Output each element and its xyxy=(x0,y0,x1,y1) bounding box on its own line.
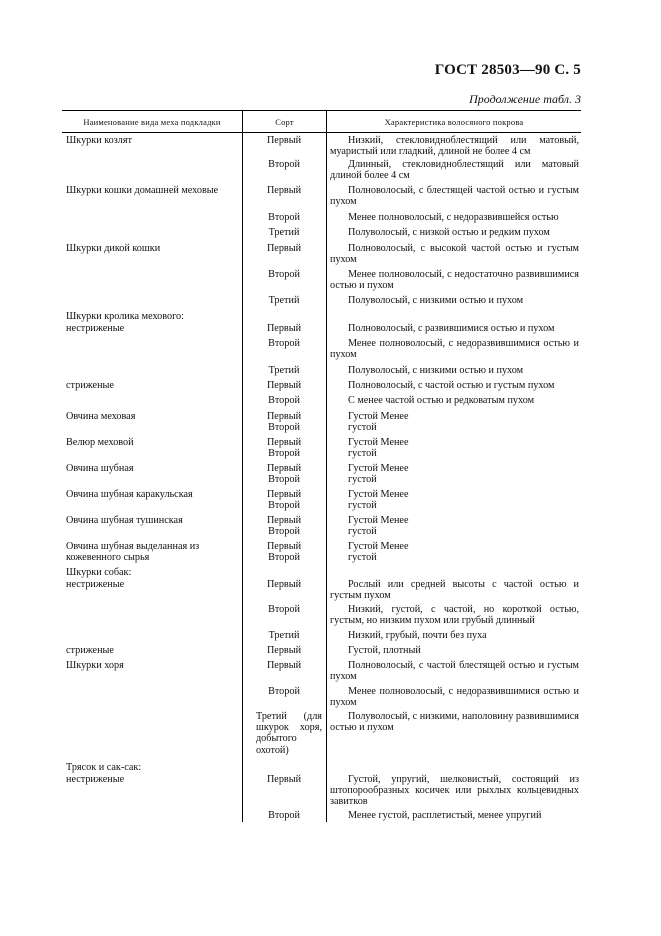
cell-fur-name xyxy=(62,227,242,241)
table-row xyxy=(62,241,581,267)
cell-grade: Первый Второй xyxy=(266,411,302,434)
cell-grade: Второй xyxy=(268,810,300,821)
table-row xyxy=(62,379,581,394)
cell-grade: Первый Второй xyxy=(266,515,302,538)
cell-grade: Третий (для шкурок хоря, добытого охотой) xyxy=(256,711,322,756)
cell-fur-name: нестриженые xyxy=(66,323,125,334)
cell-description: Полноволосый, с частой остью и густым пухом xyxy=(348,380,555,391)
cell-description xyxy=(326,567,581,578)
table-row xyxy=(62,760,581,772)
table-row xyxy=(62,644,581,659)
cell-description: Полноволосый, с развившимися остью и пухом xyxy=(348,323,555,334)
cell-grade: Второй xyxy=(268,159,300,170)
table-row xyxy=(62,540,581,566)
cell-description: Полноволосый, с блестящей частой остью и густым пухом xyxy=(330,185,579,208)
cell-grade: Третий xyxy=(268,365,300,376)
cell-grade xyxy=(242,311,326,322)
table-row xyxy=(62,157,581,183)
cell-fur-name: Трясок и сак-сак: xyxy=(66,762,142,773)
cell-description: Менее полноволосый, с недостаточно развившимися остью и пухом xyxy=(330,269,579,292)
cell-description: С менее частой остью и редковатым пухом xyxy=(348,395,535,406)
cell-fur-name: нестриженые xyxy=(66,579,125,590)
table-row xyxy=(62,602,581,628)
cell-description: Низкий, стекловидноблестящий или матовый, муаристый или гладкий, длиной не более 4 см xyxy=(330,135,579,158)
cell-description: Густой, плотный xyxy=(348,645,421,656)
cell-description: Менее густой, расплетистый, менее упругий xyxy=(348,810,542,821)
cell-fur-name xyxy=(62,686,242,710)
table-body xyxy=(62,133,581,822)
page-header: ГОСТ 28503—90 С. 5 xyxy=(434,62,581,78)
cell-grade: Третий xyxy=(268,630,300,641)
cell-description: Густой Менее густой xyxy=(348,489,409,512)
cell-fur-name: Шкурки кошки домашней меховые xyxy=(66,185,219,196)
cell-fur-name: Овчина шубная тушинская xyxy=(66,515,183,526)
table-row xyxy=(62,578,581,602)
cell-description: Менее полноволосый, с недоразвившимися остью и пухом xyxy=(330,338,579,361)
table-row xyxy=(62,514,581,540)
table-row xyxy=(62,363,581,379)
cell-grade: Третий xyxy=(268,295,300,306)
cell-grade: Третий xyxy=(268,227,300,238)
table-row xyxy=(62,267,581,293)
cell-grade: Первый Второй xyxy=(266,541,302,564)
cell-grade: Первый xyxy=(266,774,302,785)
cell-description xyxy=(326,762,581,773)
table-row xyxy=(62,659,581,684)
fur-table xyxy=(62,110,581,822)
table-row xyxy=(62,710,581,760)
table-row xyxy=(62,410,581,436)
table-row xyxy=(62,628,581,644)
cell-description: Полноволосый, с высокой частой остью и густым пухом xyxy=(330,243,579,266)
cell-fur-name: Шкурки хоря xyxy=(66,660,124,671)
table-row xyxy=(62,462,581,488)
cell-description: Густой, упругий, шелковистый, состоящий из штопорообразных косичек или рыхлых кольцевидных завитков xyxy=(330,774,579,808)
cell-fur-name xyxy=(62,810,242,822)
table-row xyxy=(62,183,581,210)
cell-grade: Первый xyxy=(266,243,302,254)
cell-fur-name: Шкурки собак: xyxy=(66,567,132,578)
cell-fur-name: стриженые xyxy=(66,645,114,656)
cell-fur-name: Овчина меховая xyxy=(66,411,136,422)
cell-fur-name: Велюр меховой xyxy=(66,437,134,448)
cell-grade: Первый xyxy=(266,579,302,590)
column-header-grade: Сорт xyxy=(242,111,326,132)
cell-description: Густой Менее густой xyxy=(348,463,409,486)
cell-grade: Второй xyxy=(268,604,300,615)
cell-fur-name xyxy=(62,212,242,225)
cell-fur-name: Овчина шубная каракульская xyxy=(66,489,193,500)
table-row xyxy=(62,394,581,410)
cell-description: Густой Менее густой xyxy=(348,437,409,460)
table-row xyxy=(62,210,581,225)
cell-description: Полуволосый, с низкими, наполовину развившимися остью и пухом xyxy=(330,711,579,734)
cell-fur-name xyxy=(62,159,242,183)
table-row xyxy=(62,225,581,241)
cell-grade: Второй xyxy=(268,686,300,697)
cell-grade: Второй xyxy=(268,212,300,223)
table-row xyxy=(62,684,581,710)
cell-grade: Первый Второй xyxy=(266,437,302,460)
column-header-description: Характеристика волосяного покрова xyxy=(326,111,581,132)
table-continuation-label: Продолжение табл. 3 xyxy=(469,92,581,106)
cell-fur-name xyxy=(62,338,242,363)
table-header xyxy=(62,110,581,133)
cell-fur-name: нестриженые xyxy=(66,774,125,785)
cell-fur-name xyxy=(62,630,242,644)
cell-description: Низкий, грубый, почти без пуха xyxy=(348,630,487,641)
cell-fur-name xyxy=(62,395,242,410)
cell-description: Полуволосый, с низкой остью и редким пухом xyxy=(348,227,550,238)
cell-description: Густой Менее густой xyxy=(348,411,409,434)
cell-fur-name xyxy=(62,604,242,628)
cell-grade: Второй xyxy=(268,395,300,406)
cell-description: Менее полноволосый, с недоразвившимися остью и пухом xyxy=(330,686,579,709)
cell-description: Густой Менее густой xyxy=(348,515,409,538)
cell-fur-name: Шкурки дикой кошки xyxy=(66,243,161,254)
cell-grade xyxy=(242,567,326,578)
cell-description: Полуволосый, с низкими остью и пухом xyxy=(348,295,524,306)
cell-grade: Первый Второй xyxy=(266,489,302,512)
cell-fur-name: Овчина шубная xyxy=(66,463,134,474)
table-row xyxy=(62,488,581,514)
table-row xyxy=(62,436,581,462)
cell-fur-name: стриженые xyxy=(66,380,114,391)
cell-description: Полноволосый, с частой блестящей остью и густым пухом xyxy=(330,660,579,683)
table-row xyxy=(62,566,581,578)
cell-description: Рослый или средней высоты с частой остью и густым пухом xyxy=(330,579,579,602)
cell-description: Полуволосый, с низкими остью и пухом xyxy=(348,365,524,376)
cell-grade: Первый xyxy=(266,380,302,391)
cell-grade: Первый xyxy=(266,135,302,146)
cell-description: Низкий, густой, с частой, но короткой остью, густым, но низким пухом или грубый длинный xyxy=(330,604,579,627)
cell-fur-name xyxy=(62,269,242,293)
cell-grade: Второй xyxy=(268,269,300,280)
cell-description: Густой Менее густой xyxy=(348,541,409,564)
cell-description: Менее полноволосый, с недоразвившейся остью xyxy=(348,212,559,223)
table-row xyxy=(62,772,581,809)
table-row xyxy=(62,133,581,157)
cell-grade: Второй xyxy=(268,338,300,349)
table-row xyxy=(62,809,581,822)
cell-fur-name xyxy=(62,295,242,310)
cell-fur-name: Шкурки кролика мехового: xyxy=(66,311,184,322)
table-row xyxy=(62,322,581,337)
column-header-name: Наименование вида меха подкладки xyxy=(83,117,221,127)
cell-grade: Первый Второй xyxy=(266,463,302,486)
cell-fur-name: Шкурки козлят xyxy=(66,135,132,146)
cell-fur-name xyxy=(62,365,242,379)
cell-grade: Первый xyxy=(266,185,302,196)
cell-description xyxy=(326,311,581,322)
cell-grade: Первый xyxy=(266,323,302,334)
cell-fur-name xyxy=(62,711,242,760)
cell-grade: Первый xyxy=(266,660,302,671)
cell-grade xyxy=(242,762,326,773)
cell-fur-name: Овчина шубная выделанная из кожевенного сырья xyxy=(66,541,200,564)
cell-description: Длинный, стекловидноблестящий или матовый длиной более 4 см xyxy=(330,159,579,182)
table-row xyxy=(62,293,581,310)
table-row xyxy=(62,337,581,363)
cell-grade: Первый xyxy=(266,645,302,656)
table-row xyxy=(62,310,581,322)
